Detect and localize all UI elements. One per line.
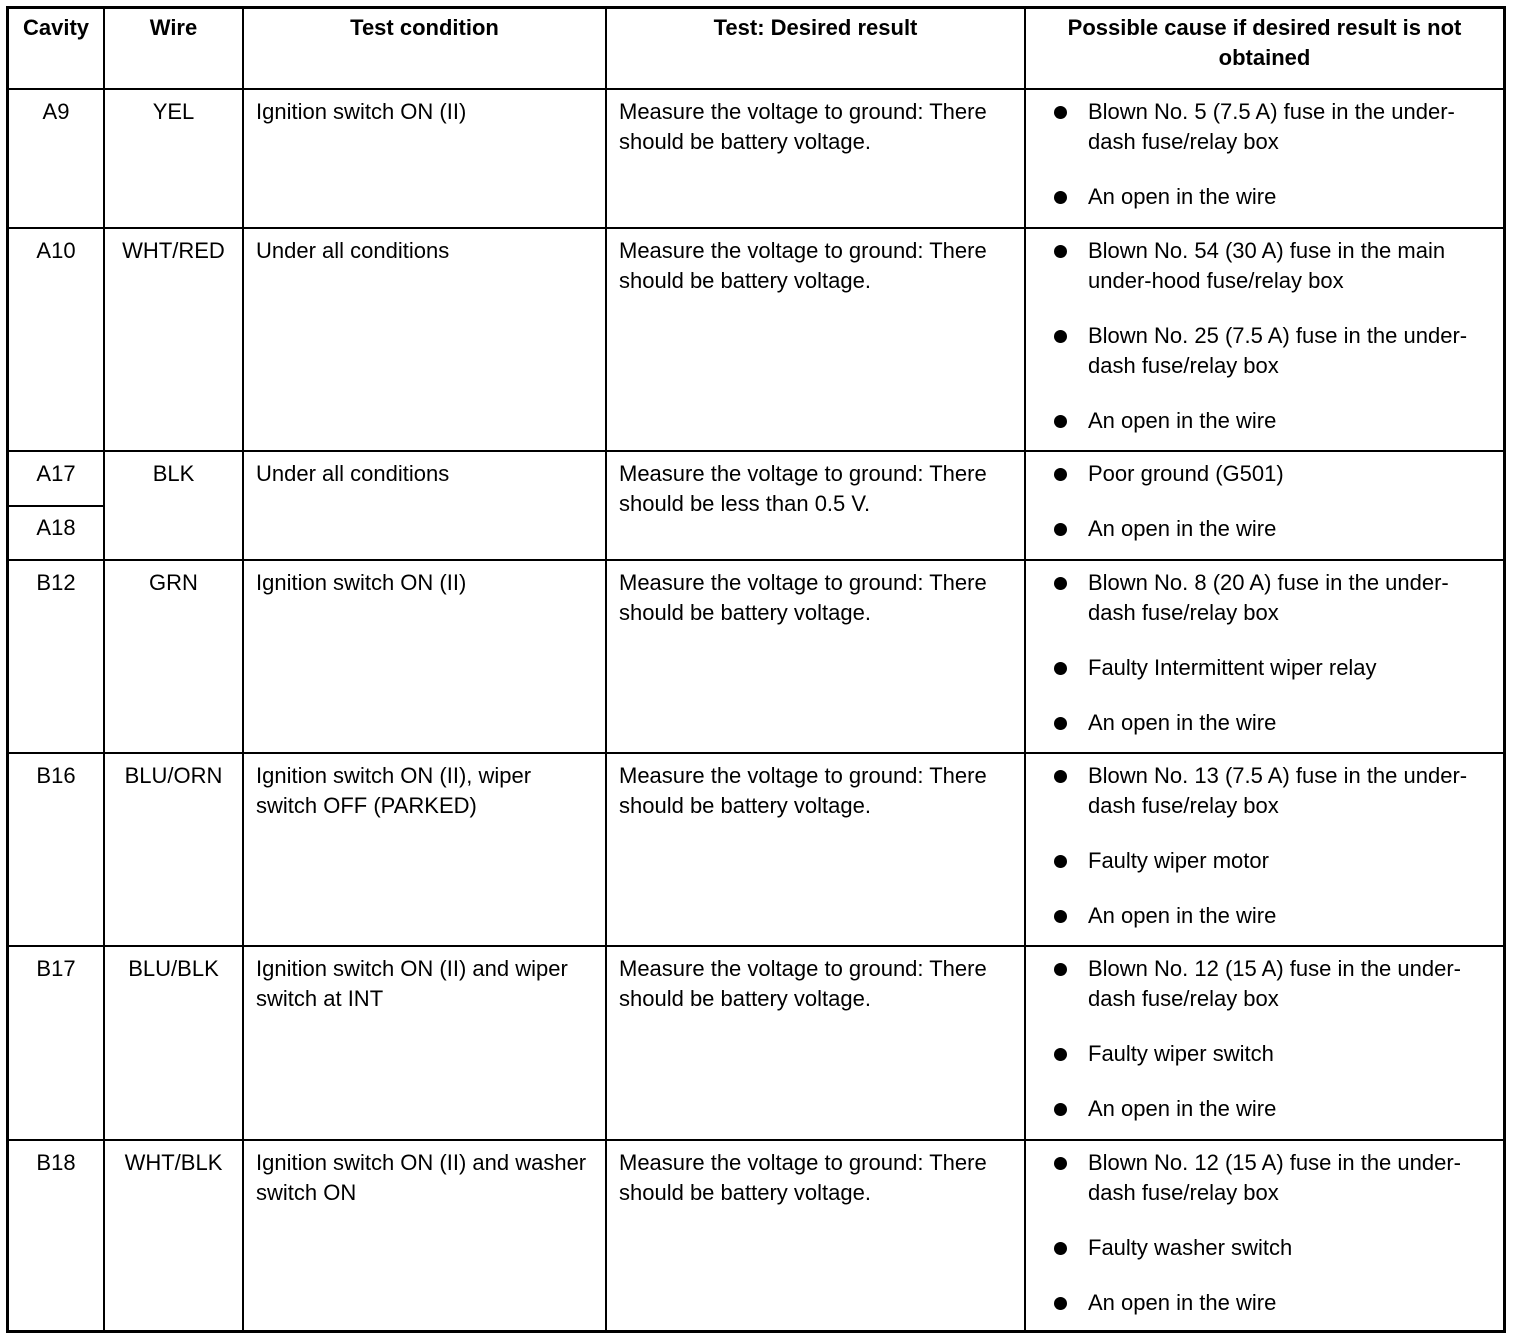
row-cavity: A17 [36,461,76,486]
row-cavity: A9 [42,99,70,124]
bullet-icon [1054,963,1067,976]
cavity-split-divider [9,505,103,507]
bullet-icon [1054,523,1067,536]
header-possible-cause: Possible cause if desired result is not obtained [1067,15,1462,70]
column-divider [103,9,105,1330]
row-cavity: B12 [36,570,76,595]
row-desired-result: Measure the voltage to ground: There should be battery voltage. [619,1150,987,1205]
cause-item: Faulty washer switch [1026,1233,1503,1263]
row-test-condition: Ignition switch ON (II) and washer switch ON [256,1150,587,1205]
cause-item: An open in the wire [1026,514,1503,544]
row-wire: GRN [149,570,198,595]
cause-item: Faulty wiper switch [1026,1039,1503,1069]
bullet-icon [1054,855,1067,868]
row-cavity: B16 [36,763,76,788]
bullet-icon [1054,1103,1067,1116]
row-desired-result: Measure the voltage to ground: There should be battery voltage. [619,99,987,154]
bullet-icon [1054,770,1067,783]
row-desired-result: Measure the voltage to ground: There should be less than 0.5 V. [619,461,987,516]
row-possible-causes [1026,1148,1503,1343]
row-test-condition: Under all conditions [256,238,450,263]
row-test-condition: Ignition switch ON (II) [256,570,467,595]
cause-item: Blown No. 5 (7.5 A) fuse in the under-dash fuse/relay box [1026,97,1503,157]
row-possible-causes [1026,761,1503,956]
cause-item: An open in the wire [1026,182,1503,212]
bullet-icon [1054,1048,1067,1061]
bullet-icon [1054,106,1067,119]
cause-item: Poor ground (G501) [1026,459,1503,489]
bullet-icon [1054,415,1067,428]
connector-test-table [6,6,1506,1333]
header-cavity: Cavity [22,15,90,40]
row-wire: WHT/RED [122,238,225,263]
row-cavity: A10 [36,238,76,263]
bullet-icon [1054,191,1067,204]
header-test-condition: Test condition [350,15,499,40]
cause-item: Blown No. 54 (30 A) fuse in the main under-hood fuse/relay box [1026,236,1503,296]
row-wire: WHT/BLK [124,1150,223,1175]
row-desired-result: Measure the voltage to ground: There should be battery voltage. [619,956,987,1011]
bullet-icon [1054,1242,1067,1255]
row-wire: BLK [152,461,195,486]
cause-item: An open in the wire [1026,901,1503,931]
row-desired-result: Measure the voltage to ground: There should be battery voltage. [619,238,987,293]
row-cavity: B17 [36,956,76,981]
cause-item: Blown No. 12 (15 A) fuse in the under-dash fuse/relay box [1026,1148,1503,1208]
cause-item: An open in the wire [1026,406,1503,436]
cause-item: Blown No. 8 (20 A) fuse in the under-dash fuse/relay box [1026,568,1503,628]
row-test-condition: Under all conditions [256,461,450,486]
cause-item: Blown No. 13 (7.5 A) fuse in the under-dash fuse/relay box [1026,761,1503,821]
row-divider [9,88,1503,90]
row-possible-causes [1026,459,1503,569]
row-desired-result: Measure the voltage to ground: There should be battery voltage. [619,763,987,818]
row-wire: YEL [152,99,195,124]
bullet-icon [1054,662,1067,675]
row-test-condition: Ignition switch ON (II), wiper switch OFF (PARKED) [256,763,532,818]
row-wire: BLU/ORN [124,763,223,788]
header-wire: Wire [149,15,198,40]
bullet-icon [1054,910,1067,923]
bullet-icon [1054,1157,1067,1170]
header-desired-result: Test: Desired result [713,15,918,40]
row-possible-causes [1026,954,1503,1149]
cause-item: Blown No. 12 (15 A) fuse in the under-dash fuse/relay box [1026,954,1503,1014]
cause-item: Faulty Intermittent wiper relay [1026,653,1503,683]
bullet-icon [1054,1297,1067,1310]
cause-item: Faulty wiper motor [1026,846,1503,876]
bullet-icon [1054,717,1067,730]
cause-item: An open in the wire [1026,1288,1503,1318]
bullet-icon [1054,245,1067,258]
bullet-icon [1054,468,1067,481]
row-possible-causes [1026,97,1503,237]
row-test-condition: Ignition switch ON (II) [256,99,467,124]
cause-item: An open in the wire [1026,1094,1503,1124]
bullet-icon [1054,330,1067,343]
row-possible-causes [1026,236,1503,461]
row-cavity-secondary: A18 [36,515,76,540]
bullet-icon [1054,577,1067,590]
row-desired-result: Measure the voltage to ground: There should be battery voltage. [619,570,987,625]
column-divider [242,9,244,1330]
row-cavity: B18 [36,1150,76,1175]
cause-item: Blown No. 25 (7.5 A) fuse in the under-dash fuse/relay box [1026,321,1503,381]
cause-item: An open in the wire [1026,708,1503,738]
column-divider [605,9,607,1330]
row-wire: BLU/BLK [128,956,219,981]
row-test-condition: Ignition switch ON (II) and wiper switch at INT [256,956,568,1011]
row-possible-causes [1026,568,1503,763]
